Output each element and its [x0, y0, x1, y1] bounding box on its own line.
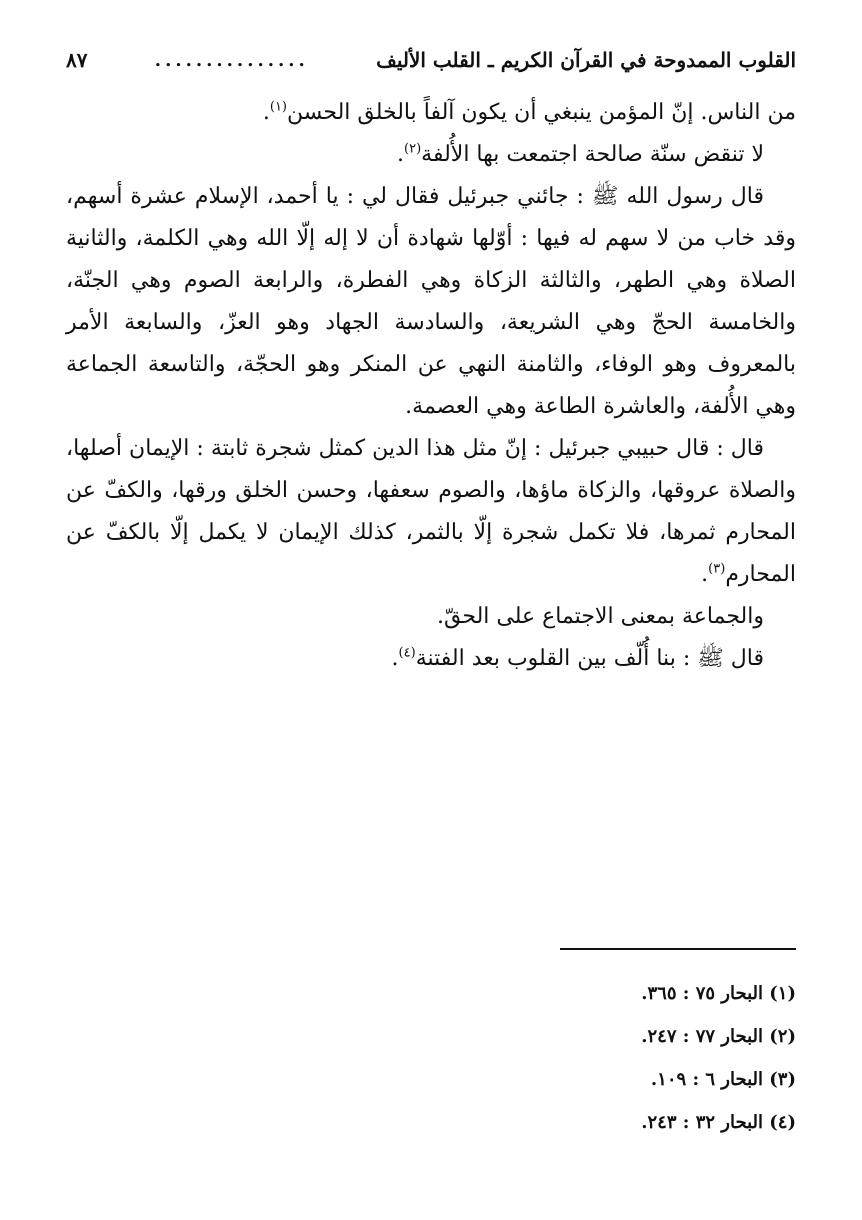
footnote-ref-2: (٢)	[404, 141, 422, 157]
page-number: ٨٧	[66, 48, 88, 72]
footnote-ref-3: (٣)	[708, 561, 726, 577]
text-line-1: من الناس. إنّ المؤمن ينبغي أن يكون آلفاً بالخلق الحسن$^{(١)}$.	[262, 99, 796, 125]
running-header	[66, 42, 796, 78]
footnotes	[66, 972, 796, 1144]
paragraph-1: قال رسول الله ﷺ : جائني جبرئيل فقال لي : يا أحمد، الإسلام عشرة أسهم، وقد خاب من لا سهم له فيها : أوّلها شهادة أن لا إله إلّا الله وهي الكلمة، والثانية الصلاة وهي الطهر، والثالثة الزكاة وهي الفطرة، والرابعة الصوم وهي الجنّة، والخامسة الحجّ وهي الشريعة، والسادسة الجهاد وهو العزّ، والسابعة الأمر بالمعروف وهو الوفاء، والثامنة النهي عن المنكر وهو الحجّة، والتاسعة الجماعة وهي الأُلفة، والعاشرة الطاعة وهي العصمة.	[66, 184, 796, 419]
footnote-2: (٢) البحار ٧٧ : ٢٤٧.	[641, 1026, 796, 1047]
footnote-divider	[560, 948, 796, 950]
text-line-2: لا تنقض سنّة صالحة اجتمعت بها الأُلفة$^{(٢)}$.	[397, 141, 764, 167]
paragraph-2: قال : قال حبيبي جبرئيل : إنّ مثل هذا الدين كمثل شجرة ثابتة : الإيمان أصلها، والصلاة عروقها، والزكاة ماؤها، والصوم سعفها، وحسن الخلق ورقها، والكفّ عن المحارم ثمرها، فلا تكمل شجرة إلّا بالثمر، كذلك الإيمان لا يكمل إلّا بالكفّ عن المحارم$^{(٣)}$.	[66, 436, 797, 587]
footnote-ref-1: (١)	[269, 99, 287, 115]
footnote-1: (١) البحار ٧٥ : ٣٦٥.	[641, 983, 796, 1004]
footnote-4: (٤) البحار ٣٢ : ٢٤٣.	[641, 1112, 796, 1133]
text-line-3: والجماعة بمعنى الاجتماع على الحقّ.	[437, 604, 764, 629]
text-line-4: قال ﷺ : بنا أُلّف بين القلوب بعد الفتنة$^{(٤)}$.	[391, 645, 764, 671]
body-text	[66, 92, 796, 680]
running-title: القلوب الممدوحة في القرآن الكريم ـ القلب الأليف	[376, 48, 796, 72]
leader-dots: ...............	[154, 49, 309, 71]
footnote-3: (٣) البحار ٦ : ١٠٩.	[650, 1069, 796, 1090]
footnote-ref-4: (٤)	[398, 645, 416, 661]
